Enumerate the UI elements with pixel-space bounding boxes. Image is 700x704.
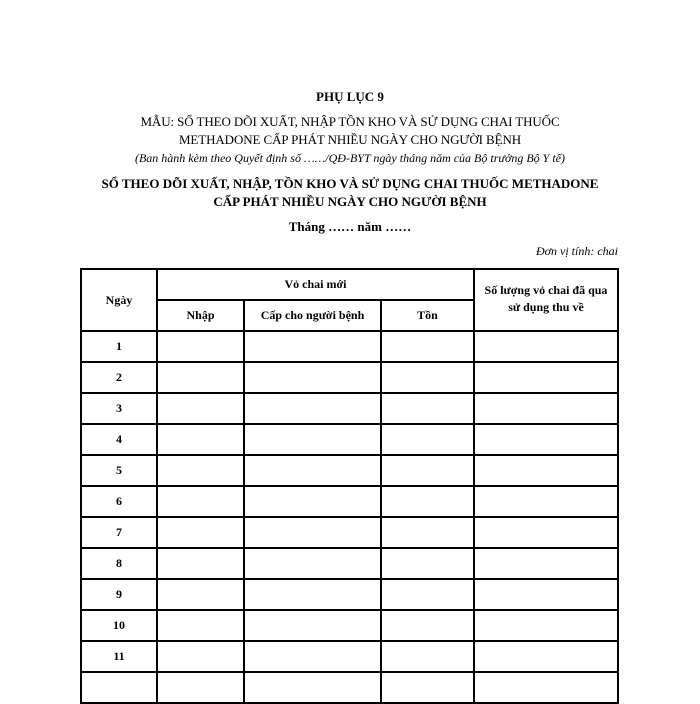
day-cell: 11	[81, 641, 157, 672]
header-new-bottles: Vỏ chai mới	[157, 269, 474, 300]
received-cell[interactable]	[157, 579, 244, 610]
returned-cell[interactable]	[474, 455, 618, 486]
returned-cell[interactable]	[474, 424, 618, 455]
stock-cell[interactable]	[381, 362, 474, 393]
received-cell[interactable]	[157, 486, 244, 517]
day-cell: 1	[81, 331, 157, 362]
day-cell: 7	[81, 517, 157, 548]
day-cell: 9	[81, 579, 157, 610]
issued-cell[interactable]	[244, 579, 381, 610]
table-row	[81, 331, 618, 362]
issued-cell[interactable]	[244, 393, 381, 424]
received-cell[interactable]	[157, 610, 244, 641]
table-row	[81, 455, 618, 486]
day-cell: 2	[81, 362, 157, 393]
issued-cell[interactable]	[244, 362, 381, 393]
ledger-body	[81, 331, 618, 703]
returned-cell[interactable]	[474, 610, 618, 641]
issued-cell[interactable]	[244, 455, 381, 486]
returned-cell[interactable]	[474, 362, 618, 393]
day-cell: 3	[81, 393, 157, 424]
day-cell: 8	[81, 548, 157, 579]
table-row	[81, 579, 618, 610]
stock-cell[interactable]	[381, 486, 474, 517]
form-title-line1: MẪU: SỔ THEO DÕI XUẤT, NHẬP TỒN KHO VÀ SỬ DỤNG CHAI THUỐC	[140, 114, 560, 129]
table-row	[81, 486, 618, 517]
stock-cell[interactable]	[381, 517, 474, 548]
issued-cell[interactable]	[244, 548, 381, 579]
stock-cell[interactable]	[381, 548, 474, 579]
header-stock: Tồn	[381, 300, 474, 331]
stock-cell[interactable]	[381, 579, 474, 610]
returned-cell[interactable]	[474, 641, 618, 672]
header-returned-bottles	[474, 269, 618, 331]
returned-cell[interactable]	[474, 393, 618, 424]
issued-cell[interactable]	[244, 331, 381, 362]
received-cell[interactable]	[157, 393, 244, 424]
table-row	[81, 610, 618, 641]
table-row	[81, 548, 618, 579]
issued-cell[interactable]	[244, 424, 381, 455]
header-day: Ngày	[81, 269, 157, 331]
day-cell: 4	[81, 424, 157, 455]
received-cell[interactable]	[157, 455, 244, 486]
returned-cell[interactable]	[474, 331, 618, 362]
table-row	[81, 393, 618, 424]
day-cell: 6	[81, 486, 157, 517]
stock-cell[interactable]	[381, 331, 474, 362]
stock-cell[interactable]	[381, 672, 474, 703]
day-cell: 5	[81, 455, 157, 486]
stock-cell[interactable]	[381, 641, 474, 672]
issued-note: (Ban hành kèm theo Quyết định số ……/QĐ-BYT ngày tháng năm của Bộ trưởng Bộ Y tế)	[134, 151, 566, 165]
form-title-line2: METHADONE CẤP PHÁT NHIỀU NGÀY CHO NGƯỜI BỆNH	[178, 132, 522, 147]
table-row	[81, 424, 618, 455]
table-row	[81, 362, 618, 393]
received-cell[interactable]	[157, 362, 244, 393]
issued-cell[interactable]	[244, 641, 381, 672]
header-received: Nhập	[157, 300, 244, 331]
period-line: Tháng …… năm ……	[288, 219, 412, 234]
day-cell	[81, 672, 157, 703]
book-title-line1: SỔ THEO DÕI XUẤT, NHẬP, TỒN KHO VÀ SỬ DỤNG CHAI THUỐC METHADONE	[101, 176, 599, 191]
ledger-table	[80, 268, 619, 704]
appendix-title: PHỤ LỤC 9	[316, 89, 384, 104]
received-cell[interactable]	[157, 641, 244, 672]
table-row	[81, 641, 618, 672]
received-cell[interactable]	[157, 331, 244, 362]
stock-cell[interactable]	[381, 610, 474, 641]
book-title-line2: CẤP PHÁT NHIỀU NGÀY CHO NGƯỜI BỆNH	[213, 194, 487, 209]
received-cell[interactable]	[157, 548, 244, 579]
header-issued-to-patient: Cấp cho người bệnh	[244, 300, 381, 331]
received-cell[interactable]	[157, 672, 244, 703]
header-returned-line2: sử dụng thu về	[508, 300, 584, 314]
returned-cell[interactable]	[474, 672, 618, 703]
issued-cell[interactable]	[244, 517, 381, 548]
stock-cell[interactable]	[381, 393, 474, 424]
unit-label: Đơn vị tính: chai	[535, 244, 618, 258]
received-cell[interactable]	[157, 517, 244, 548]
issued-cell[interactable]	[244, 486, 381, 517]
table-row	[81, 517, 618, 548]
stock-cell[interactable]	[381, 455, 474, 486]
issued-cell[interactable]	[244, 610, 381, 641]
returned-cell[interactable]	[474, 486, 618, 517]
day-cell: 10	[81, 610, 157, 641]
received-cell[interactable]	[157, 424, 244, 455]
issued-cell[interactable]	[244, 672, 381, 703]
header-returned-line1: Số lượng vỏ chai đã qua	[484, 283, 608, 297]
table-row	[81, 672, 618, 703]
returned-cell[interactable]	[474, 548, 618, 579]
returned-cell[interactable]	[474, 517, 618, 548]
stock-cell[interactable]	[381, 424, 474, 455]
returned-cell[interactable]	[474, 579, 618, 610]
